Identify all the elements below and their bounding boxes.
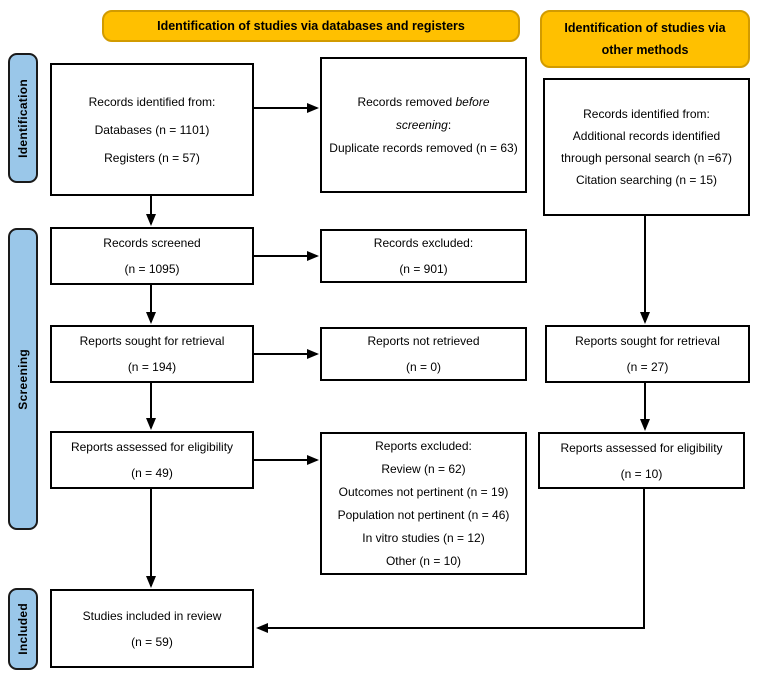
box-reports-assessed-databases <box>50 431 254 489</box>
box-records-identified-other-methods-text: Records identified from: Additional records identified through personal search (n =67) Citation searching (n = 15) <box>560 107 733 187</box>
stage-bar-screening <box>8 228 38 530</box>
box-records-identified-databases-text: Records identified from: Databases (n = 1101) Registers (n = 57) <box>88 94 216 165</box>
stage-bar-identification <box>8 53 38 183</box>
header-other-methods: Identification of studies via other methods <box>540 10 750 68</box>
box-records-removed-before-screening <box>320 57 527 193</box>
box-reports-sought-other-methods <box>545 325 750 383</box>
stage-bar-included <box>8 588 38 670</box>
box-reports-assessed-other-methods <box>538 432 745 489</box>
box-reports-sought-databases-text: Reports sought for retrieval (n = 194) <box>79 334 225 374</box>
box-reports-not-retrieved-text: Reports not retrieved (n = 0) <box>367 334 480 374</box>
box-reports-sought-other-methods-text: Reports sought for retrieval (n = 27) <box>575 334 720 374</box>
box-studies-included-in-review-text: Studies included in review (n = 59) <box>82 608 222 649</box>
box-records-excluded <box>320 229 527 283</box>
stage-label-included: Included <box>16 603 30 655</box>
box-studies-included-in-review <box>50 589 254 668</box>
box-records-removed-before-screening-text: Records removed before screening: Duplicate records removed (n = 63) <box>329 94 518 155</box>
box-reports-excluded-reasons-text: Reports excluded: Review (n = 62) Outcomes not pertinent (n = 19) Population not pertinent (n = 46) In vitro studies (n = 12) Other (n = 10) <box>337 438 510 568</box>
stage-label-screening: Screening <box>16 348 30 410</box>
box-reports-excluded-reasons <box>320 432 527 575</box>
box-reports-assessed-databases-text: Reports assessed for eligibility (n = 49) <box>70 440 234 480</box>
box-records-screened-text: Records screened (n = 1095) <box>103 236 201 276</box>
stage-label-identification: Identification <box>16 78 30 158</box>
box-records-identified-other-methods <box>543 78 750 216</box>
box-records-identified-databases <box>50 63 254 196</box>
box-records-screened <box>50 227 254 285</box>
box-reports-assessed-other-methods-text: Reports assessed for eligibility (n = 10) <box>560 440 723 481</box>
box-reports-not-retrieved <box>320 327 527 381</box>
box-reports-sought-databases <box>50 325 254 383</box>
box-records-excluded-text: Records excluded: (n = 901) <box>373 236 474 276</box>
header-databases-registers: Identification of studies via databases and registers <box>102 10 520 42</box>
